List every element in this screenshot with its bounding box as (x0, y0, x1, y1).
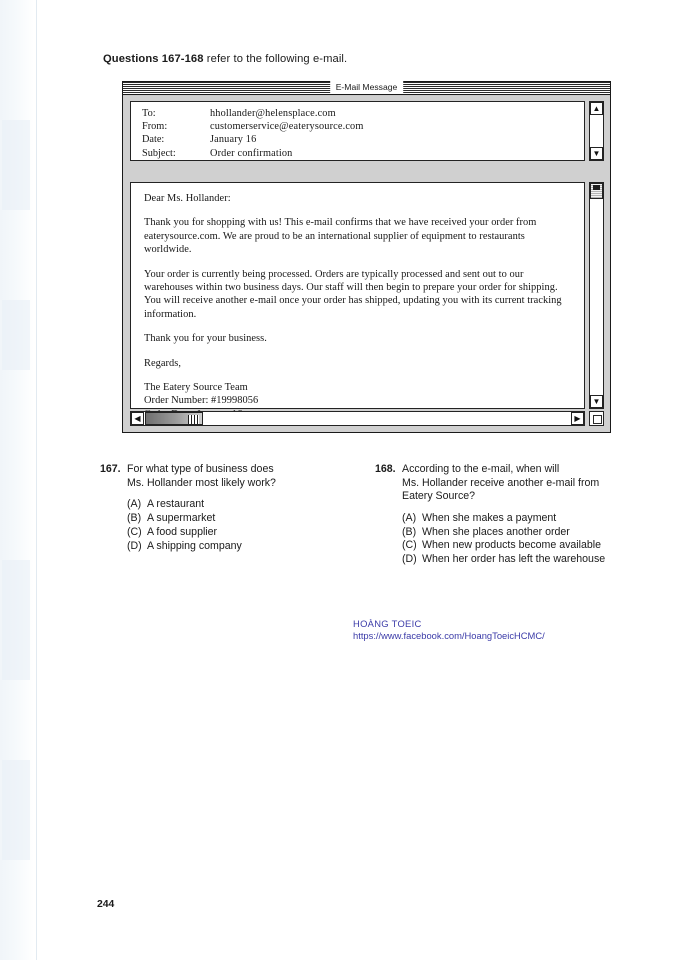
questions-range-label: Questions 167-168 (103, 53, 204, 65)
window-titlebar[interactable] (123, 82, 610, 95)
question-168-head (375, 463, 665, 504)
question-168-number: 168. (375, 463, 396, 475)
date-value: January 16 (210, 134, 257, 146)
question-167-choices (100, 498, 350, 553)
question-167-stem-line-1: For what type of business does (127, 463, 274, 475)
question-167 (100, 463, 350, 553)
watermark-url[interactable]: https://www.facebook.com/HoangToeicHCMC/ (353, 630, 545, 642)
scan-fleck (2, 560, 30, 680)
choice-letter: (B) (127, 511, 142, 524)
date-label: Date: (142, 134, 165, 146)
choice-text: A food supplier (147, 525, 218, 538)
question-167-stem (127, 463, 350, 490)
scroll-down-arrow-icon[interactable]: ▼ (590, 395, 603, 408)
email-header-row-subject (142, 147, 584, 160)
email-body-text (131, 183, 584, 421)
choice-167-a[interactable] (127, 498, 350, 512)
choice-text: When new products become available (422, 539, 602, 552)
header-pane-vertical-scrollbar[interactable] (589, 101, 604, 161)
email-closing: Regards, (144, 357, 182, 369)
email-paragraph-1: Thank you for shopping with us! This e-mail confirms that we have received your order from eaterysource.com. We are proud to be an international supplier of equipment to restaurants worldwide. (144, 217, 537, 256)
from-label: From: (142, 121, 168, 133)
body-pane-vertical-scrollbar[interactable] (589, 182, 604, 409)
choice-letter: (C) (402, 539, 417, 552)
subject-value: Order confirmation (210, 147, 293, 159)
email-header-row-from (142, 120, 584, 133)
choice-text: When she makes a payment (422, 511, 557, 524)
body-scroll-thumb[interactable] (590, 183, 603, 199)
choice-168-c[interactable] (402, 539, 665, 553)
scroll-up-arrow-icon[interactable]: ▲ (590, 102, 603, 115)
window-title: E-Mail Message (330, 81, 404, 94)
choice-text: When she places another order (422, 525, 570, 538)
email-header-fields (131, 102, 584, 160)
choice-letter: (D) (127, 539, 142, 552)
choice-letter: (B) (402, 525, 417, 538)
choice-text: A supermarket (147, 511, 216, 524)
choice-letter: (A) (402, 511, 417, 524)
question-167-number: 167. (100, 463, 121, 475)
scroll-thumb-cap (593, 185, 600, 190)
question-168-choices (375, 512, 665, 567)
email-message-window (122, 81, 611, 433)
question-167-stem-line-2: Ms. Hollander most likely work? (127, 476, 276, 489)
question-168-stem-line-1: According to the e-mail, when will (402, 463, 560, 475)
choice-167-c[interactable] (127, 526, 350, 540)
choice-text: A shipping company (147, 539, 242, 552)
watermark-name: HOÀNG TOEIC (353, 618, 422, 629)
scan-fleck (2, 120, 30, 210)
horizontal-scrollbar[interactable] (130, 411, 585, 426)
question-168-stem-line-2: Ms. Hollander receive another e-mail from (402, 476, 600, 489)
email-salutation: Dear Ms. Hollander: (144, 193, 231, 204)
subject-label: Subject: (142, 147, 176, 159)
scan-fleck (2, 300, 30, 370)
choice-text: When her order has left the warehouse (422, 553, 606, 566)
email-header-row-to (142, 107, 584, 120)
scan-fleck (2, 760, 30, 860)
email-paragraph-2: Your order is currently being processed. Orders are typically processed and sent out to our warehouses within two business days. Our staff will then begin to prepare your order for shipping. You will receive another e-mail once your order has shipped, updating you with its current tracking information. (144, 268, 562, 320)
email-paragraph-3: Thank you for your business. (144, 333, 267, 345)
questions-block (0, 463, 700, 573)
window-resize-grip[interactable] (589, 411, 604, 426)
choice-167-b[interactable] (127, 512, 350, 526)
question-168-stem (402, 463, 665, 504)
scroll-left-arrow-icon[interactable]: ◀ (131, 412, 144, 425)
email-header-pane (130, 101, 585, 161)
scroll-down-arrow-icon[interactable]: ▼ (590, 147, 603, 160)
from-value: customerservice@eaterysource.com (210, 121, 364, 133)
choice-168-a[interactable] (402, 512, 665, 526)
choice-letter: (D) (402, 553, 417, 566)
choice-letter: (C) (127, 525, 142, 538)
body-scroll-track[interactable] (590, 196, 603, 395)
choice-text: A restaurant (147, 498, 205, 511)
question-167-head (100, 463, 350, 490)
question-168-stem-line-3: Eatery Source? (402, 490, 476, 503)
scroll-thumb-grip-icon (188, 415, 199, 424)
email-body-pane (130, 182, 585, 409)
to-value: hhollander@helensplace.com (210, 108, 336, 119)
horizontal-scroll-thumb[interactable] (145, 412, 203, 425)
questions-instruction (103, 53, 347, 65)
watermark (353, 618, 545, 643)
signature-team: The Eatery Source Team (144, 382, 248, 394)
scroll-right-arrow-icon[interactable]: ▶ (571, 412, 584, 425)
signature-order-number: Order Number: #19998056 (144, 395, 259, 407)
email-header-row-date (142, 133, 584, 146)
choice-letter: (A) (127, 498, 142, 511)
window-content-area (123, 96, 610, 432)
choice-167-d[interactable] (127, 540, 350, 554)
to-label: To: (142, 108, 156, 119)
choice-168-b[interactable] (402, 526, 665, 540)
questions-instruction-text: refer to the following e-mail. (206, 53, 348, 65)
question-168 (375, 463, 665, 567)
header-scroll-track[interactable] (590, 115, 603, 147)
choice-168-d[interactable] (402, 553, 665, 567)
page-number: 244 (97, 899, 115, 910)
